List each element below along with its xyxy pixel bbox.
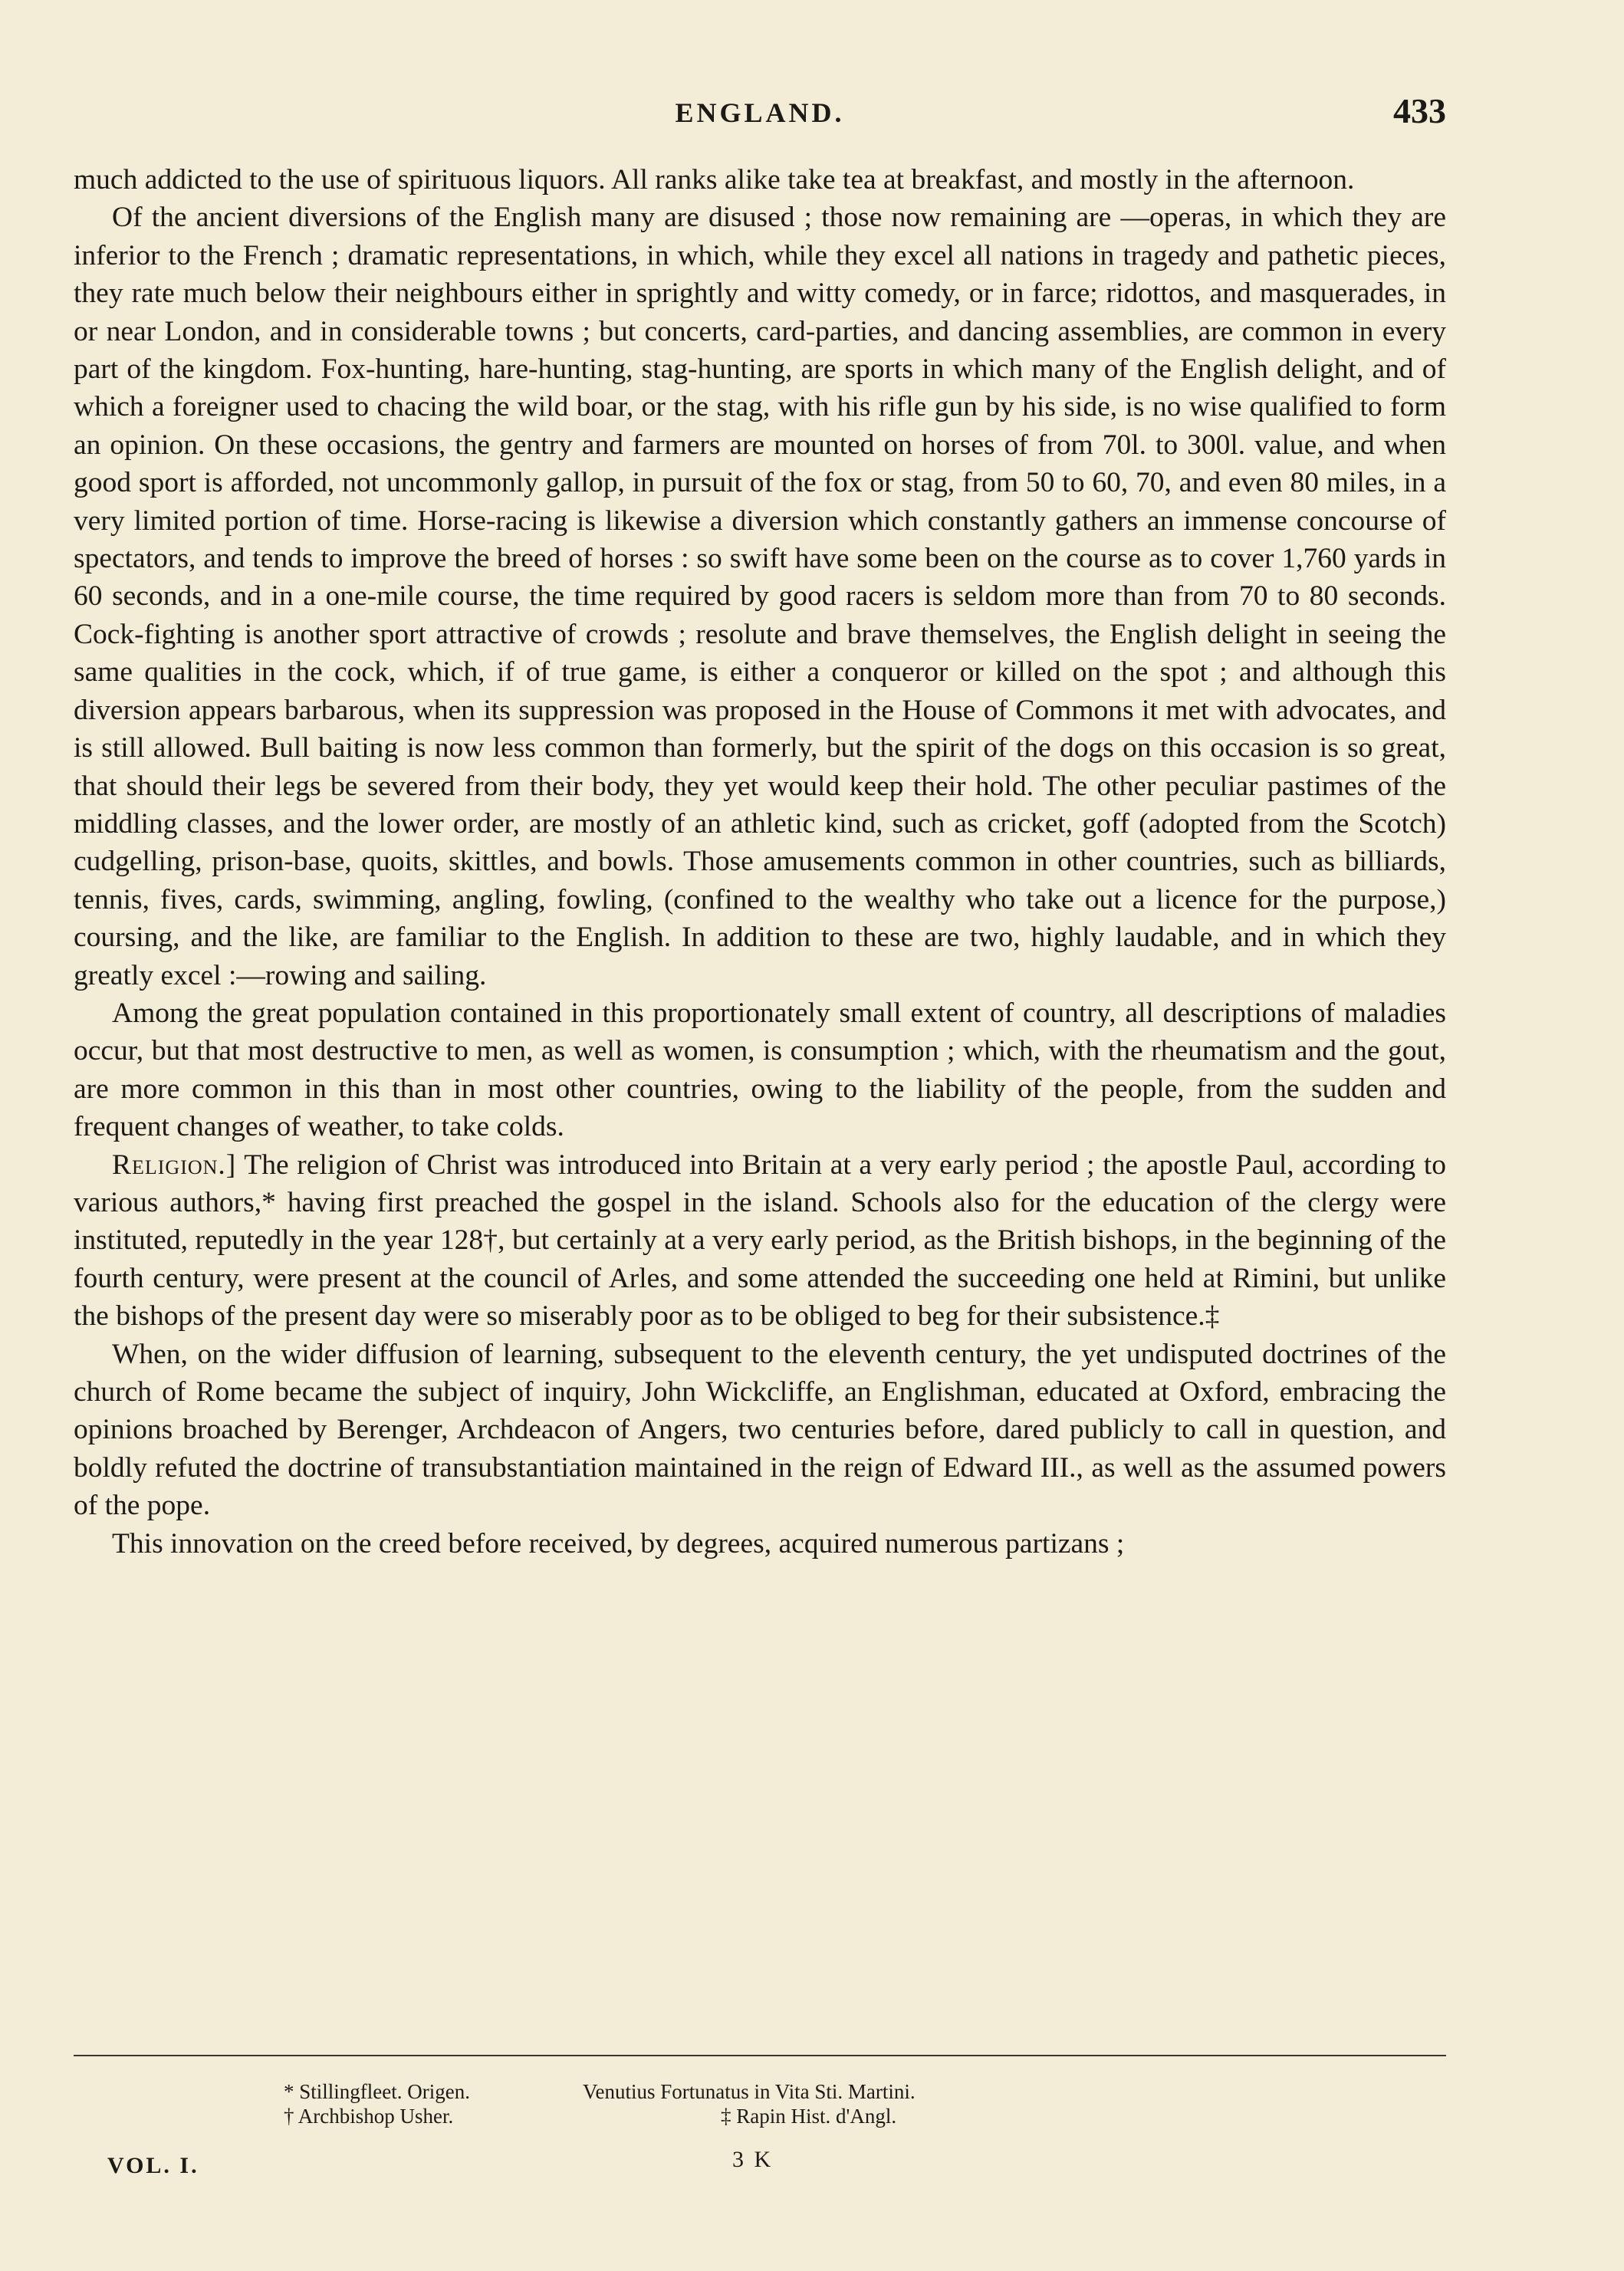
paragraph-religion — [74, 1146, 1446, 1336]
footnotes — [284, 2079, 1204, 2128]
paragraph-innovation: This innovation on the creed before received, by degrees, acquired numerous partizans ; — [112, 1527, 1125, 1559]
footnote-row — [284, 2104, 1204, 2128]
body-text — [74, 161, 1446, 1563]
paragraph-wickcliffe: When, on the wider diffusion of learning, subsequent to the eleventh century, the yet undisputed doctrines of the church of Rome became the subject of inquiry, John Wickcliffe, an Englishman, educated at Oxford, embracing the opinions broached by Berenger, Archdeacon of Angers, two centuries before, dared publicly to call in question, and boldly refuted the doctrine of transubstantiation maintained in the reign of Edward III., as well as the assumed powers of the pope. — [74, 1338, 1446, 1522]
page-header — [74, 90, 1446, 136]
section-heading-religion: Religion.] — [112, 1149, 237, 1181]
footnote-rapin: ‡ Rapin Hist. d'Angl. — [721, 2105, 897, 2128]
paragraph-diversions: Of the ancient diversions of the English many are disused ; those now remaining are —operas, in which they are inferior to the French ; dramatic representations, in which, while they excel all nations in tragedy and pathetic pieces, they rate much below their neighbours either in sprightly and witty comedy, or in farce; ridottos, and masquerades, in or near London, and in considerable towns ; but concerts, card-parties, and dancing assemblies, are common in every part of the kingdom. Fox-hunting, hare-hunting, stag-hunting, are sports in which many of the English delight, and of which a foreigner used to chacing the wild boar, or the stag, with his rifle gun by his side, is no wise qualified to form an opinion. On these occasions, the gentry and farmers are mounted on horses of from 70l. to 300l. value, and when good sport is afforded, not uncommonly gallop, in pursuit of the fox or stag, from 50 to 60, 70, and even 80 miles, in a very limited portion of time. Horse-racing is likewise a diversion which constantly gathers an immense concourse of spectators, and tends to improve the breed of horses : so swift have some been on the course as to cover 1,760 yards in 60 seconds, and in a one-mile course, the time required by good racers is seldom more than from 70 to 80 seconds. Cock-fighting is another sport attractive of crowds ; resolute and brave themselves, the English delight in seeing the same qualities in the cock, which, if of true game, is either a conqueror or killed on the spot ; and although this diversion appears barbarous, when its suppression was proposed in the House of Commons it met with advocates, and is still allowed. Bull baiting is now less common than formerly, but the spirit of the dogs on this occasion is so great, that should their legs be severed from their body, they yet would keep their hold. The other peculiar pastimes of the middling classes, and the lower order, are mostly of an athletic kind, such as cricket, goff (adopted from the Scotch) cudgelling, prison-base, quoits, skittles, and bowls. Those amusements common in other countries, such as billiards, tennis, fives, cards, swimming, angling, fowling, (confined to the wealthy who take out a licence for the purpose,) coursing, and the like, are familiar to the English. In addition to these are two, highly laudable, and in which they greatly excel :—rowing and sailing. — [74, 202, 1446, 991]
footnote-usher: † Archbishop Usher. — [284, 2105, 454, 2128]
footnote-divider — [74, 2055, 1446, 2056]
printer-signature: 3 K — [732, 2147, 774, 2172]
running-head: ENGLAND. — [675, 97, 845, 128]
footnote-row — [284, 2079, 1204, 2104]
paragraph-religion-text: The religion of Christ was introduced into Britain at a very early period ; the apostle Paul, according to various authors,* having first preached the gospel in the island. Schools also for the education of the clergy were instituted, reputedly in the year 128†, but certainly at a very early period, as the British bishops, in the beginning of the fourth century, were present at the council of Arles, and some attended the succeeding one held at Rimini, but unlike the bishops of the present day were so miserably poor as to be obliged to beg for their subsistence.‡ — [74, 1149, 1446, 1333]
footnote-venutius: Venutius Fortunatus in Vita Sti. Martini. — [583, 2080, 916, 2103]
page-number: 433 — [1393, 91, 1446, 130]
paragraph-maladies: Among the great population contained in this proportionately small extent of country, all descriptions of maladies occur, but that most destructive to men, as well as women, is consumption ; which, with the rheumatism and the gout, are more common in this than in most other countries, owing to the liability of the people, from the sudden and frequent changes of weather, to take colds. — [74, 997, 1446, 1143]
footnote-stillingfleet: * Stillingfleet. Origen. — [284, 2080, 470, 2103]
paragraph-continuation: much addicted to the use of spirituous liquors. All ranks alike take tea at breakfast, and mostly in the afternoon. — [74, 164, 1355, 196]
volume-label: VOL. I. — [107, 2153, 199, 2178]
